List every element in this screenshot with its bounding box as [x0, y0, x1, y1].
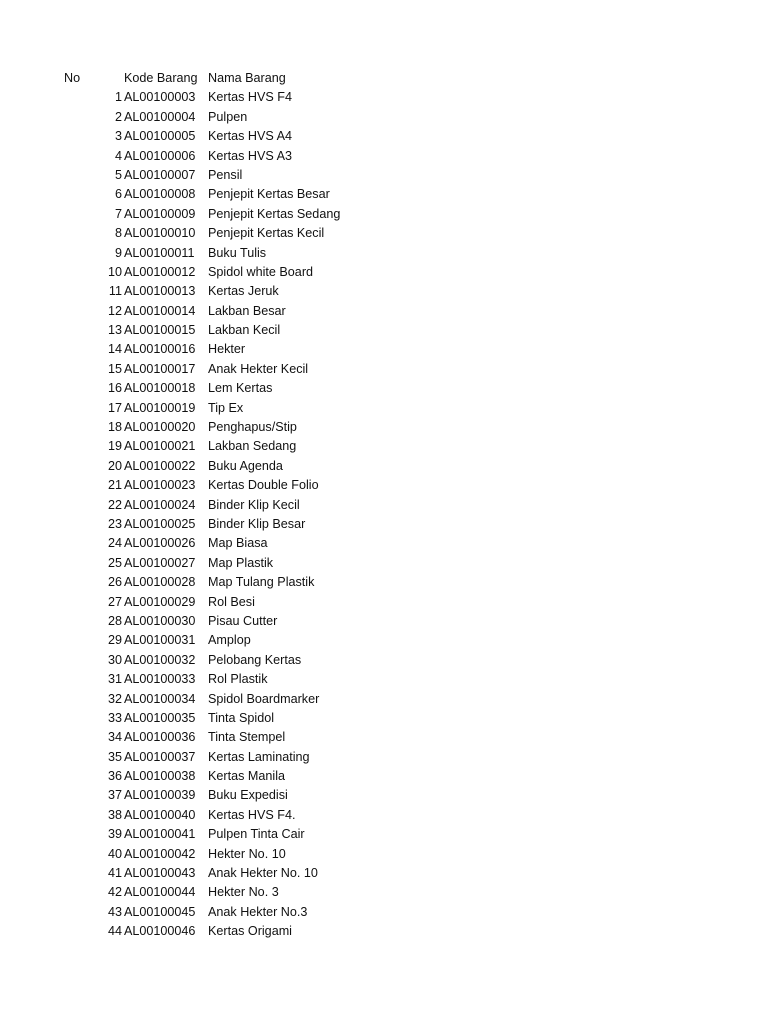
table-row	[0, 88, 768, 107]
item-name: Kertas HVS A3	[208, 148, 292, 163]
item-code: AL00100042	[124, 846, 196, 861]
table-row	[0, 379, 768, 398]
header-row	[0, 69, 768, 88]
item-code: AL00100008	[124, 187, 196, 202]
item-code: AL00100032	[124, 652, 196, 667]
item-code: AL00100033	[124, 672, 196, 687]
item-name: Penjepit Kertas Kecil	[208, 226, 325, 241]
table-row	[0, 185, 768, 204]
row-number: 32	[107, 691, 122, 706]
item-code: AL00100040	[124, 807, 196, 822]
table-body	[0, 88, 768, 941]
item-code: AL00100044	[124, 885, 196, 900]
item-name: Tip Ex	[208, 400, 244, 415]
table-row	[0, 690, 768, 709]
table-row	[0, 205, 768, 224]
item-name: Kertas Origami	[208, 924, 292, 939]
item-name: Tinta Stempel	[208, 730, 286, 745]
item-name: Map Tulang Plastik	[208, 575, 315, 590]
row-number: 33	[107, 710, 122, 725]
item-code: AL00100017	[124, 361, 196, 376]
row-number: 4	[114, 148, 122, 163]
item-code: AL00100025	[124, 516, 196, 531]
row-number: 29	[107, 633, 122, 648]
item-code: AL00100018	[124, 381, 196, 396]
item-name: Map Plastik	[208, 555, 274, 570]
row-number: 41	[107, 866, 122, 881]
item-code: AL00100029	[124, 594, 196, 609]
row-number: 36	[107, 769, 122, 784]
item-code: AL00100034	[124, 691, 196, 706]
table-row	[0, 437, 768, 456]
item-name: Kertas HVS F4.	[208, 807, 296, 822]
item-table	[0, 69, 768, 942]
table-row	[0, 127, 768, 146]
table-row	[0, 728, 768, 747]
row-number: 28	[107, 613, 122, 628]
table-row	[0, 166, 768, 185]
item-name: Binder Klip Besar	[208, 516, 306, 531]
item-name: Penjepit Kertas Besar	[208, 187, 330, 202]
item-name: Kertas Double Folio	[208, 478, 319, 493]
table-row	[0, 573, 768, 592]
item-name: Lakban Sedang	[208, 439, 297, 454]
row-number: 30	[107, 652, 122, 667]
item-name: Rol Besi	[208, 594, 255, 609]
item-name: Lakban Kecil	[208, 323, 281, 338]
item-name: Map Biasa	[208, 536, 268, 551]
item-code: AL00100003	[124, 90, 196, 105]
row-number: 20	[107, 458, 122, 473]
table-row	[0, 554, 768, 573]
row-number: 42	[107, 885, 122, 900]
item-code: AL00100007	[124, 167, 196, 182]
row-number: 24	[107, 536, 122, 551]
row-number: 6	[114, 187, 122, 202]
item-name: Kertas HVS A4	[208, 129, 292, 144]
row-number: 39	[107, 827, 122, 842]
table-row	[0, 593, 768, 612]
row-number: 16	[107, 381, 122, 396]
item-name: Anak Hekter No. 10	[208, 866, 318, 881]
item-code: AL00100036	[124, 730, 196, 745]
table-row	[0, 631, 768, 650]
item-name: Anak Hekter No.3	[208, 904, 308, 919]
item-name: Pensil	[208, 167, 243, 182]
item-code: AL00100005	[124, 129, 196, 144]
item-code: AL00100019	[124, 400, 196, 415]
row-number: 18	[107, 420, 122, 435]
table-row	[0, 748, 768, 767]
item-code: AL00100028	[124, 575, 196, 590]
table-row	[0, 340, 768, 359]
row-number: 9	[114, 245, 122, 260]
item-name: Buku Agenda	[208, 458, 283, 473]
header-nama-barang: Nama Barang	[208, 71, 286, 85]
item-name: Penjepit Kertas Sedang	[208, 206, 341, 221]
item-name: Buku Expedisi	[208, 788, 288, 803]
row-number: 14	[107, 342, 122, 357]
row-number: 38	[107, 807, 122, 822]
row-number: 40	[107, 846, 122, 861]
table-row	[0, 534, 768, 553]
row-number: 7	[114, 206, 122, 221]
item-code: AL00100004	[124, 109, 196, 124]
row-number: 15	[107, 361, 122, 376]
item-name: Kertas Laminating	[208, 749, 310, 764]
row-number: 43	[107, 904, 122, 919]
item-code: AL00100014	[124, 303, 196, 318]
item-code: AL00100015	[124, 323, 196, 338]
table-row	[0, 612, 768, 631]
item-name: Lakban Besar	[208, 303, 286, 318]
item-name: Rol Plastik	[208, 672, 268, 687]
item-name: Spidol white Board	[208, 264, 314, 279]
item-code: AL00100022	[124, 458, 196, 473]
item-code: AL00100013	[124, 284, 196, 299]
item-code: AL00100039	[124, 788, 196, 803]
item-name: Buku Tulis	[208, 245, 267, 260]
row-number: 34	[107, 730, 122, 745]
item-name: Anak Hekter Kecil	[208, 361, 309, 376]
row-number: 21	[107, 478, 122, 493]
row-number: 27	[107, 594, 122, 609]
table-row	[0, 360, 768, 379]
item-name: Pulpen Tinta Cair	[208, 827, 305, 842]
row-number: 1	[114, 90, 122, 105]
table-row	[0, 418, 768, 437]
table-row	[0, 786, 768, 805]
item-code: AL00100021	[124, 439, 196, 454]
row-number: 37	[107, 788, 122, 803]
item-name: Pelobang Kertas	[208, 652, 302, 667]
table-row	[0, 496, 768, 515]
table-row	[0, 767, 768, 786]
row-number: 26	[107, 575, 122, 590]
item-code: AL00100024	[124, 497, 196, 512]
item-name: Hekter No. 3	[208, 885, 279, 900]
item-code: AL00100023	[124, 478, 196, 493]
table-row	[0, 922, 768, 941]
header-no: No	[64, 71, 81, 85]
table-row	[0, 825, 768, 844]
table-row	[0, 709, 768, 728]
row-number: 19	[107, 439, 122, 454]
table-row	[0, 302, 768, 321]
row-number: 17	[107, 400, 122, 415]
item-name: Tinta Spidol	[208, 710, 275, 725]
item-code: AL00100041	[124, 827, 196, 842]
item-code: AL00100020	[124, 420, 196, 435]
table-row	[0, 224, 768, 243]
item-name: Lem Kertas	[208, 381, 273, 396]
item-code: AL00100027	[124, 555, 196, 570]
table-row	[0, 457, 768, 476]
row-number: 22	[107, 497, 122, 512]
table-row	[0, 399, 768, 418]
table-row	[0, 670, 768, 689]
table-row	[0, 244, 768, 263]
item-name: Kertas HVS F4	[208, 90, 292, 105]
row-number: 23	[107, 516, 122, 531]
item-code: AL00100009	[124, 206, 196, 221]
table-row	[0, 282, 768, 301]
row-number: 5	[114, 167, 122, 182]
table-row	[0, 845, 768, 864]
item-code: AL00100012	[124, 264, 196, 279]
item-code: AL00100035	[124, 710, 196, 725]
row-number: 44	[107, 924, 122, 939]
item-name: Kertas Jeruk	[208, 284, 279, 299]
table-row	[0, 651, 768, 670]
row-number: 10	[107, 264, 122, 279]
item-name: Penghapus/Stip	[208, 420, 297, 435]
item-code: AL00100037	[124, 749, 196, 764]
table-row	[0, 864, 768, 883]
row-number: 11	[108, 284, 122, 299]
item-name: Hekter	[208, 342, 246, 357]
item-code: AL00100045	[124, 904, 196, 919]
table-row	[0, 321, 768, 340]
table-row	[0, 515, 768, 534]
row-number: 3	[114, 129, 122, 144]
row-number: 31	[107, 672, 122, 687]
item-name: Kertas Manila	[208, 769, 285, 784]
item-name: Pulpen	[208, 109, 248, 124]
item-code: AL00100011	[124, 245, 195, 260]
table-row	[0, 883, 768, 902]
table-row	[0, 147, 768, 166]
item-code: AL00100006	[124, 148, 196, 163]
item-name: Amplop	[208, 633, 251, 648]
row-number: 35	[107, 749, 122, 764]
item-name: Pisau Cutter	[208, 613, 278, 628]
item-code: AL00100038	[124, 769, 196, 784]
header-kode-barang: Kode Barang	[124, 71, 198, 85]
row-number: 25	[107, 555, 122, 570]
row-number: 13	[107, 323, 122, 338]
item-name: Hekter No. 10	[208, 846, 286, 861]
table-row	[0, 476, 768, 495]
item-code: AL00100016	[124, 342, 196, 357]
item-code: AL00100030	[124, 613, 196, 628]
table-row	[0, 806, 768, 825]
item-code: AL00100026	[124, 536, 196, 551]
item-code: AL00100046	[124, 924, 196, 939]
table-row	[0, 903, 768, 922]
item-code: AL00100031	[124, 633, 196, 648]
row-number: 2	[114, 109, 122, 124]
item-code: AL00100010	[124, 226, 196, 241]
item-code: AL00100043	[124, 866, 196, 881]
table-row	[0, 108, 768, 127]
row-number: 12	[107, 303, 122, 318]
item-name: Binder Klip Kecil	[208, 497, 300, 512]
row-number: 8	[114, 226, 122, 241]
table-row	[0, 263, 768, 282]
item-name: Spidol Boardmarker	[208, 691, 320, 706]
